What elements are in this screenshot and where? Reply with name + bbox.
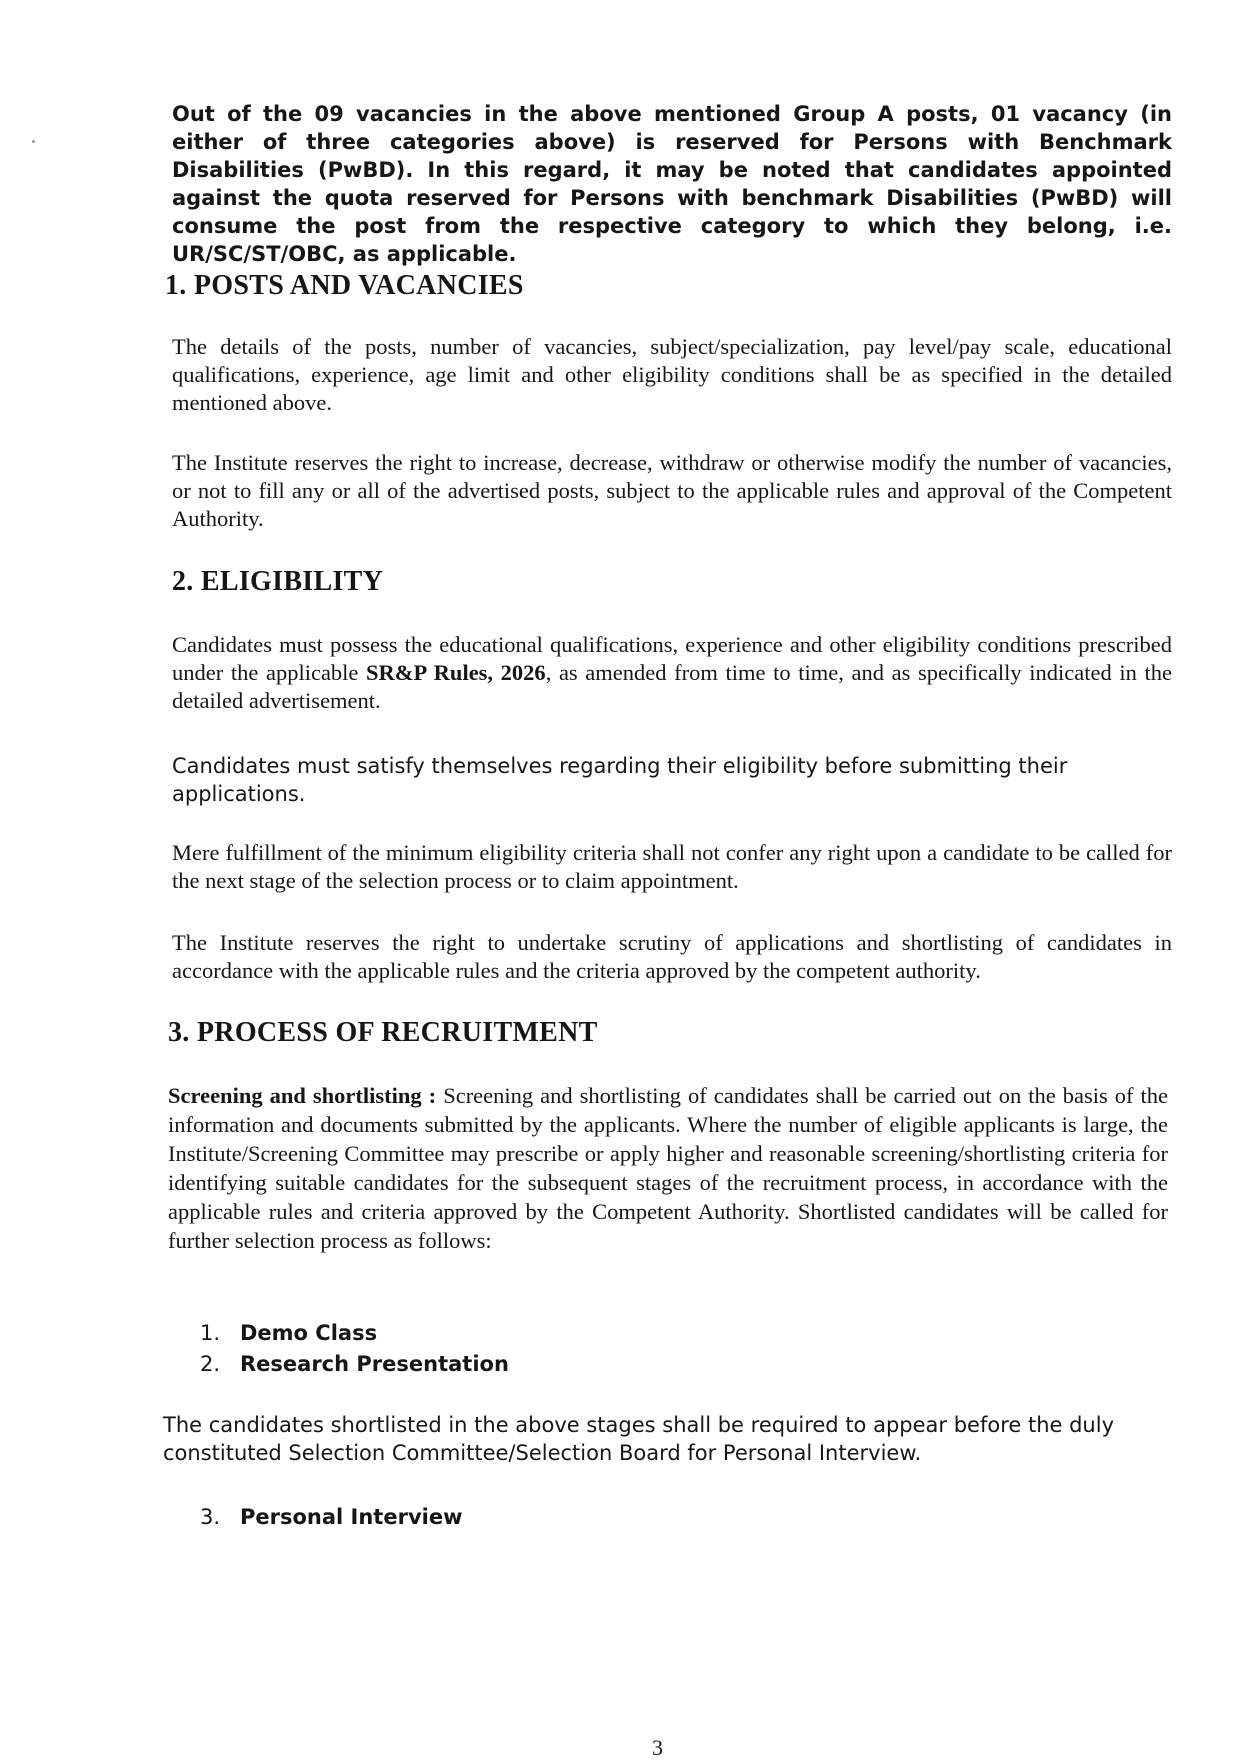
eligibility-paragraph-4: The Institute reserves the right to undertake scrutiny of applications and shortlisting of candidates in accordance with the applicable rules and the criteria approved by the competent authority. xyxy=(172,930,1172,983)
stage-personal-interview: Personal Interview xyxy=(240,1505,463,1529)
eligibility-paragraph-3: Mere fulfillment of the minimum eligibility criteria shall not confer any right upon a candidate to be called for the next stage of the selection process or to claim appointment. xyxy=(172,840,1172,893)
list-item xyxy=(200,1318,509,1349)
page-number: 3 xyxy=(652,1735,663,1760)
list-number: 1. xyxy=(200,1321,221,1345)
screening-paragraph xyxy=(168,1081,1168,1255)
eligibility-paragraph-1 xyxy=(172,631,1172,715)
section-heading-process: 3. PROCESS OF RECRUITMENT xyxy=(168,1017,598,1048)
scan-speck xyxy=(32,140,35,143)
stage-demo-class: Demo Class xyxy=(240,1321,378,1345)
eligibility-paragraph-2: Candidates must satisfy themselves regarding their eligibility before submitting their applications. xyxy=(172,754,1068,806)
intro-paragraph: Out of the 09 vacancies in the above mentioned Group A posts, 01 vacancy (in either of three categories above) is reserved for Persons with Benchmark Disabilities (PwBD). In this regard, it may be noted that candidates appointed against the quota reserved for Persons with benchmark Disabilities (PwBD) will consume the post from the respective category to which they belong, i.e. UR/SC/ST/OBC, as applicable. xyxy=(172,102,1172,266)
section-heading-eligibility: 2. ELIGIBILITY xyxy=(172,566,384,597)
screening-label: Screening and shortlisting : xyxy=(168,1083,437,1108)
section-heading-posts: 1. POSTS AND VACANCIES xyxy=(165,270,524,301)
posts-paragraph-1: The details of the posts, number of vacancies, subject/specialization, pay level/pay scale, educational qualifications, experience, age limit and other eligibility conditions shall be as specified in the detailed mentioned above. xyxy=(172,334,1172,415)
list-item xyxy=(200,1502,462,1533)
selection-stages-list xyxy=(200,1318,509,1380)
stage-research-presentation: Research Presentation xyxy=(240,1352,509,1376)
eligibility-text: Candidates must possess the educational qualifications, experience and other eligibility conditions prescribed under the applicable xyxy=(172,632,1172,685)
list-number: 2. xyxy=(200,1352,221,1376)
screening-text: Screening and shortlisting of candidates shall be carried out on the basis of the information and documents submitted by the applicants. Where the number of eligible applicants is large, the Institute/Screening Committee may prescribe or apply higher and reasonable screening/shortlisting criteria for identifying suitable candidates for the subsequent stages of the recruitment process, in accordance with the applicable rules and criteria approved by the Competent Authority. Shortlisted candidates will be called for further selection process as follows: xyxy=(168,1083,1168,1253)
eligibility-text-cont: , as amended from time to time, and as specifically indicated in the detailed advertisement. xyxy=(172,660,1172,713)
rules-reference: SR&P Rules, 2026 xyxy=(366,660,546,685)
list-number: 3. xyxy=(200,1505,221,1529)
final-stage-list xyxy=(200,1502,462,1533)
interview-paragraph: The candidates shortlisted in the above stages shall be required to appear before the duly constituted Selection Committee/Selection Board for Personal Interview. xyxy=(163,1413,1114,1465)
posts-paragraph-2: The Institute reserves the right to increase, decrease, withdraw or otherwise modify the number of vacancies, or not to fill any or all of the advertised posts, subject to the applicable rules and approval of the Competent Authority. xyxy=(172,450,1172,531)
list-item xyxy=(200,1349,509,1380)
